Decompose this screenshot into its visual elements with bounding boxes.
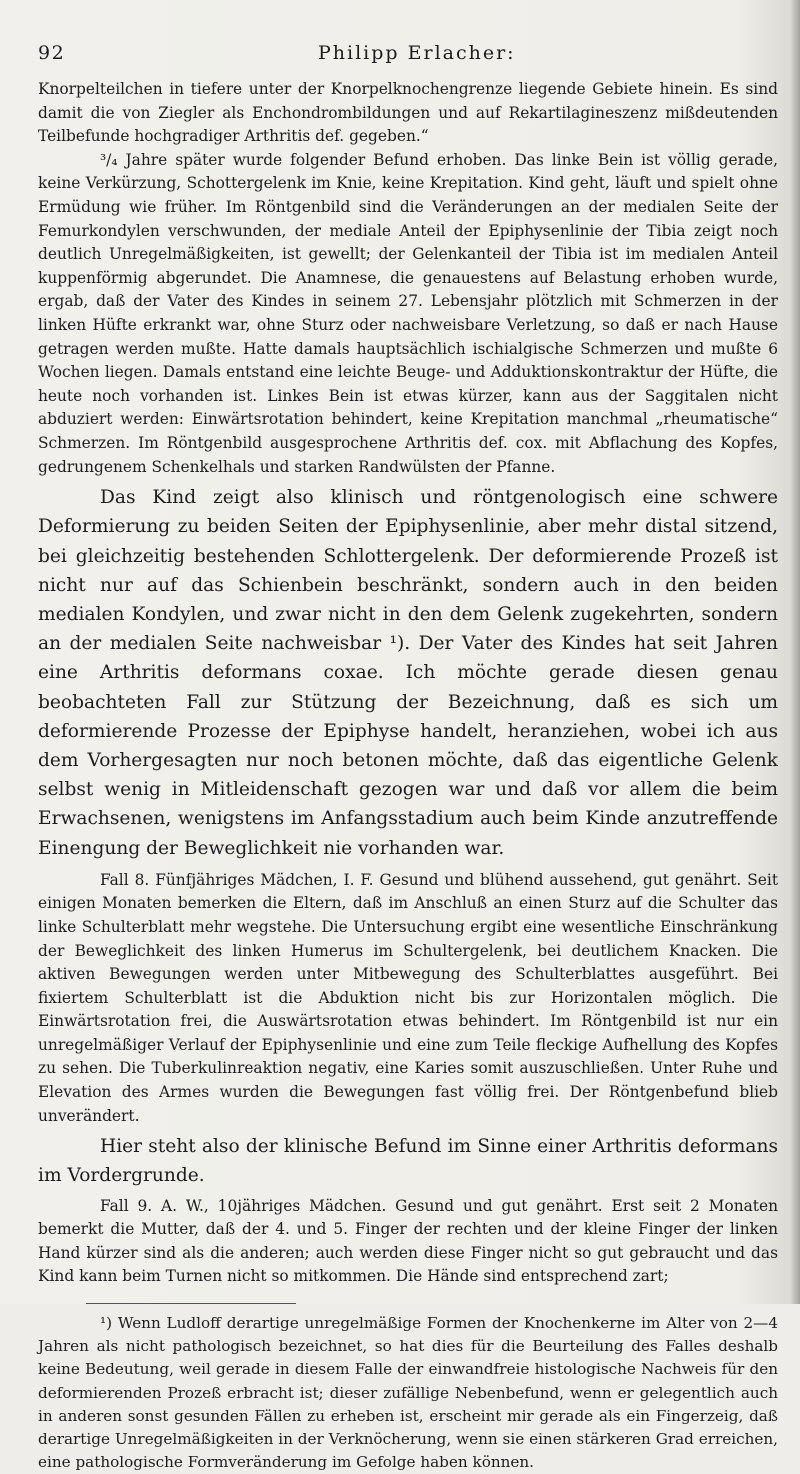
paragraph-continuation: Knorpelteilchen in tiefere unter der Knorpelknochengrenze liegende Gebiete hinein. Es sind damit die von Ziegler als Enchondrombildungen und auf Rekartilagineszenz mißdeutenden Teilbefunde hochgradiger Arthritis def. gegeben.“ — [38, 80, 778, 146]
paragraph-case-9: Fall 9. A. W., 10jähriges Mädchen. Gesund und gut genährt. Erst seit 2 Monaten bemerkt die Mutter, daß der 4. und 5. Finger der rechten und der kleine Finger der linken Hand kürzer sind als die anderen; auch werden diese Finger nicht so gut gebraucht und das Kind kann beim Turnen nicht so mitkommen. Die Hände sind entsprechend zart; — [38, 1196, 778, 1286]
paragraph-case-8-conclusion: Hier steht also der klinische Befund im Sinne einer Arthritis deformans im Vordergrunde. — [38, 1136, 778, 1187]
paragraph-discussion: Das Kind zeigt also klinisch und röntgenologisch eine schwere Deformierung zu beiden Seiten der Epiphysenlinie, aber mehr distal sitzend, bei gleichzeitig bestehenden Schlottergelenk. Der deformierende Prozeß ist nicht nur auf das Schienbein beschränkt, sondern auch in den beiden medialen Kondylen, und zwar nicht in den dem Gelenk zugekehrten, sondern an der medialen Seite nachweisbar ¹). Der Vater des Kindes hat seit Jahren eine Arthritis deformans coxae. Ich möchte gerade diesen genau beobachteten Fall zur Stützung der Bezeichnung, daß es sich um deformierende Prozesse der Epiphyse handelt, heranziehen, wobei ich aus dem Vorhergesagten nur noch betonen möchte, daß das eigentliche Gelenk selbst wenig in Mitleidenschaft gezogen war und daß vor allem die beim Erwachsenen, wenigstens im Anfangsstadium auch beim Kinde anzutreffende Einengung der Beweglichkeit nie vorhanden war. — [38, 487, 778, 859]
page-spine-shadow — [790, 0, 800, 1304]
page-header — [38, 42, 778, 64]
page-number: 92 — [38, 42, 66, 64]
footnote: ¹) Wenn Ludloff derartige unregelmäßige Formen der Knochenkerne im Alter von 2—4 Jahren als nicht pathologisch bezeichnet, so hat dies für die Beurteilung des Falles deshalb keine Bedeutung, weil gerade in diesem Falle der einwandfreie histologische Nachweis für den deformierenden Prozeß erbracht ist; dieser zufällige Nebenbefund, wenn er gelegentlich auch in anderen sonst gesunden Fällen zu erheben ist, erscheint mir gerade als ein Fingerzeig, daß derartige Unregelmäßigkeiten in der Verknöcherung, wenn sie einen stärkeren Grad erreichen, eine pathologische Formveränderung im Gefolge haben können. — [38, 1314, 778, 1472]
paragraph-case-8: Fall 8. Fünfjähriges Mädchen, I. F. Gesund und blühend aussehend, gut genährt. Seit einigen Monaten bemerken die Eltern, daß im Anschluß an einen Sturz auf die Schulter das linke Schulterblatt mehr wegstehe. Die Untersuchung ergibt eine wesentliche Einschränkung der Beweglichkeit des linken Humerus im Schultergelenk, bei deutlichem Knacken. Die aktiven Bewegungen werden unter Mitbewegung des Schulterblattes ausgeführt. Bei fixiertem Schulterblatt ist die Abduktion nicht bis zur Horizontalen möglich. Die Einwärtsrotation frei, die Auswärtsrotation etwas behindert. Im Röntgenbild ist nur ein unregelmäßiger Verlauf der Epiphysenlinie und eine zum Teile fleckige Aufhellung des Kopfes zu sehen. Die Tuberkulinreaktion negativ, eine Karies somit auszuschließen. Unter Ruhe und Elevation des Armes wurden die Bewegungen fast völlig frei. Der Röntgenbefund blieb unverändert. — [38, 870, 778, 1125]
paragraph-followup-findings: ³/₄ Jahre später wurde folgender Befund erhoben. Das linke Bein ist völlig gerade, keine Verkürzung, Schottergelenk im Knie, keine Krepitation. Kind geht, läuft und spielt ohne Ermüdung wie früher. Im Röntgenbild sind die Veränderungen an der medialen Seite der Femurkondylen verschwunden, der mediale Anteil der Epiphysenlinie der Tibia zeigt noch deutlich Unregelmäßigkeiten, ist gewellt; der Gelenkanteil der Tibia ist im medialen Anteil kuppenförmig abgerundet. Die Anamnese, die genauestens auf Belastung erhoben wurde, ergab, daß der Vater des Kindes in seinem 27. Lebensjahr plötzlich mit Schmerzen in der linken Hüfte erkrankt war, ohne Sturz oder nachweisbare Verletzung, so daß er nach Hause getragen werden mußte. Hatte damals hauptsächlich ischialgische Schmerzen und mußte 6 Wochen liegen. Damals entstand eine leichte Beuge- und Adduktionskontraktur der Hüfte, die heute noch vorhanden ist. Linkes Bein ist etwas kürzer, kann aus der Saggitalen nicht abduziert werden: Einwärtsrotation behindert, keine Krepitation manchmal „rheumatische“ Schmerzen. Im Röntgenbild ausgesprochene Arthritis def. cox. mit Abflachung des Kopfes, gedrungenem Schenkelhals und starken Randwülsten der Pfanne. — [38, 150, 778, 476]
running-title: Philipp Erlacher: — [318, 42, 516, 64]
